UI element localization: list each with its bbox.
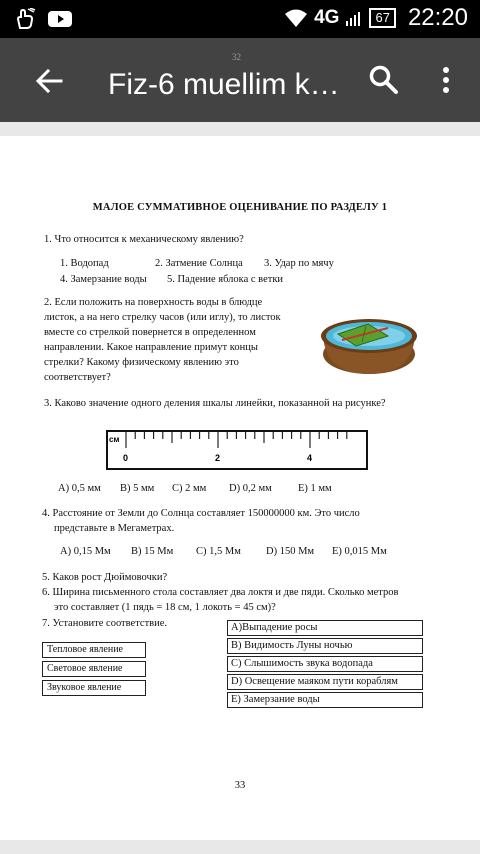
hand-notification-icon <box>14 8 36 30</box>
q1-option: 5. Падение яблока с ветки <box>167 274 284 285</box>
assessment-title: МАЛОЕ СУММАТИВНОЕ ОЦЕНИВАНИЕ ПО РАЗДЕЛУ 1 <box>92 202 388 213</box>
question-2-line: листок, а на него стрелку часов (или иглу), то листок <box>44 312 281 323</box>
more-options-icon[interactable] <box>436 64 456 96</box>
q1-option: 2. Затмение Солнца <box>155 258 243 269</box>
question-2-line: вместе со стрелкой повернется в определенном <box>44 327 256 338</box>
question-6: 6. Ширина письменного стола составляет два локтя и две пяди. Сколько метров <box>42 587 399 598</box>
question-1: 1. Что относится к механическому явлению? <box>44 234 244 245</box>
q3-answer: C) 2 мм <box>172 483 207 494</box>
question-4-cont: представьте в Мегаметрах. <box>54 523 175 534</box>
back-arrow-icon[interactable] <box>34 66 64 96</box>
status-left-icons <box>14 8 72 30</box>
matching-right-box: D) Освещение маяком пути кораблям <box>227 674 423 690</box>
question-2-line: соответствует? <box>44 372 111 383</box>
q4-answer: D) 150 Мм <box>266 546 315 557</box>
matching-left-box: Тепловое явление <box>42 642 146 658</box>
app-bar <box>0 38 480 122</box>
matching-right-box: B) Видимость Луны ночью <box>227 638 423 654</box>
q3-answer: D) 0,2 мм <box>229 483 272 494</box>
question-5: 5. Каков рост Дюймовочки? <box>42 572 168 583</box>
question-4: 4. Расстояние от Земли до Солнца составляет 150000000 км. Это число <box>42 508 360 519</box>
ruler-scale <box>108 432 366 468</box>
clock: 22:20 <box>407 4 468 31</box>
status-bar <box>0 0 480 38</box>
matching-right-box: C) Слышимость звука водопада <box>227 656 423 672</box>
search-icon[interactable] <box>368 64 400 96</box>
document-page <box>0 136 480 840</box>
document-title: Fiz-6 muellim k… <box>108 68 340 101</box>
matching-left-box: Световое явление <box>42 661 146 677</box>
ruler-number-label: 4 <box>307 453 313 463</box>
water-bowl-illustration <box>316 306 422 378</box>
q4-answer: C) 1,5 Мм <box>196 546 241 557</box>
question-2-line: 2. Если положить на поверхность воды в блюдце <box>44 297 263 308</box>
q4-answer: E) 0,015 Мм <box>332 546 387 557</box>
signal-icon <box>345 9 363 27</box>
previous-page-number: 32 <box>232 52 241 62</box>
q3-answer: A) 0,5 мм <box>58 483 101 494</box>
wifi-icon <box>284 8 308 28</box>
matching-right-box: A)Выпадение росы <box>227 620 423 636</box>
q4-answer: B) 15 Мм <box>131 546 174 557</box>
matching-left-box: Звуковое явление <box>42 680 146 696</box>
question-2-line: стрелки? Какому физическому явлению это <box>44 357 239 368</box>
ruler-number-label: 0 <box>123 453 129 463</box>
ruler-number-label: 2 <box>215 453 221 463</box>
document-viewer[interactable] <box>0 122 480 854</box>
page-number: 33 <box>234 780 246 791</box>
status-right <box>284 4 468 32</box>
matching-right-box: E) Замерзание воды <box>227 692 423 708</box>
network-type: 4G <box>314 7 340 28</box>
question-2-line: направлении. Какое направление примут концы <box>44 342 258 353</box>
q4-answer: A) 0,15 Мм <box>60 546 111 557</box>
ruler-unit-label: см <box>109 435 120 444</box>
youtube-icon <box>48 10 72 28</box>
q3-answer: E) 1 мм <box>298 483 332 494</box>
q1-option: 4. Замерзание воды <box>60 274 147 285</box>
q1-option: 3. Удар по мячу <box>264 258 334 269</box>
q3-answer: B) 5 мм <box>120 483 155 494</box>
question-3: 3. Каково значение одного деления шкалы линейки, показанной на рисунке? <box>44 398 386 409</box>
q1-option: 1. Водопад <box>60 258 109 269</box>
battery-indicator: 67 <box>369 8 395 28</box>
question-6-cont: это составляет (1 пядь = 18 см, 1 локоть = 45 см)? <box>54 602 276 613</box>
ruler-illustration <box>106 430 368 470</box>
question-7: 7. Установите соответствие. <box>42 618 168 629</box>
